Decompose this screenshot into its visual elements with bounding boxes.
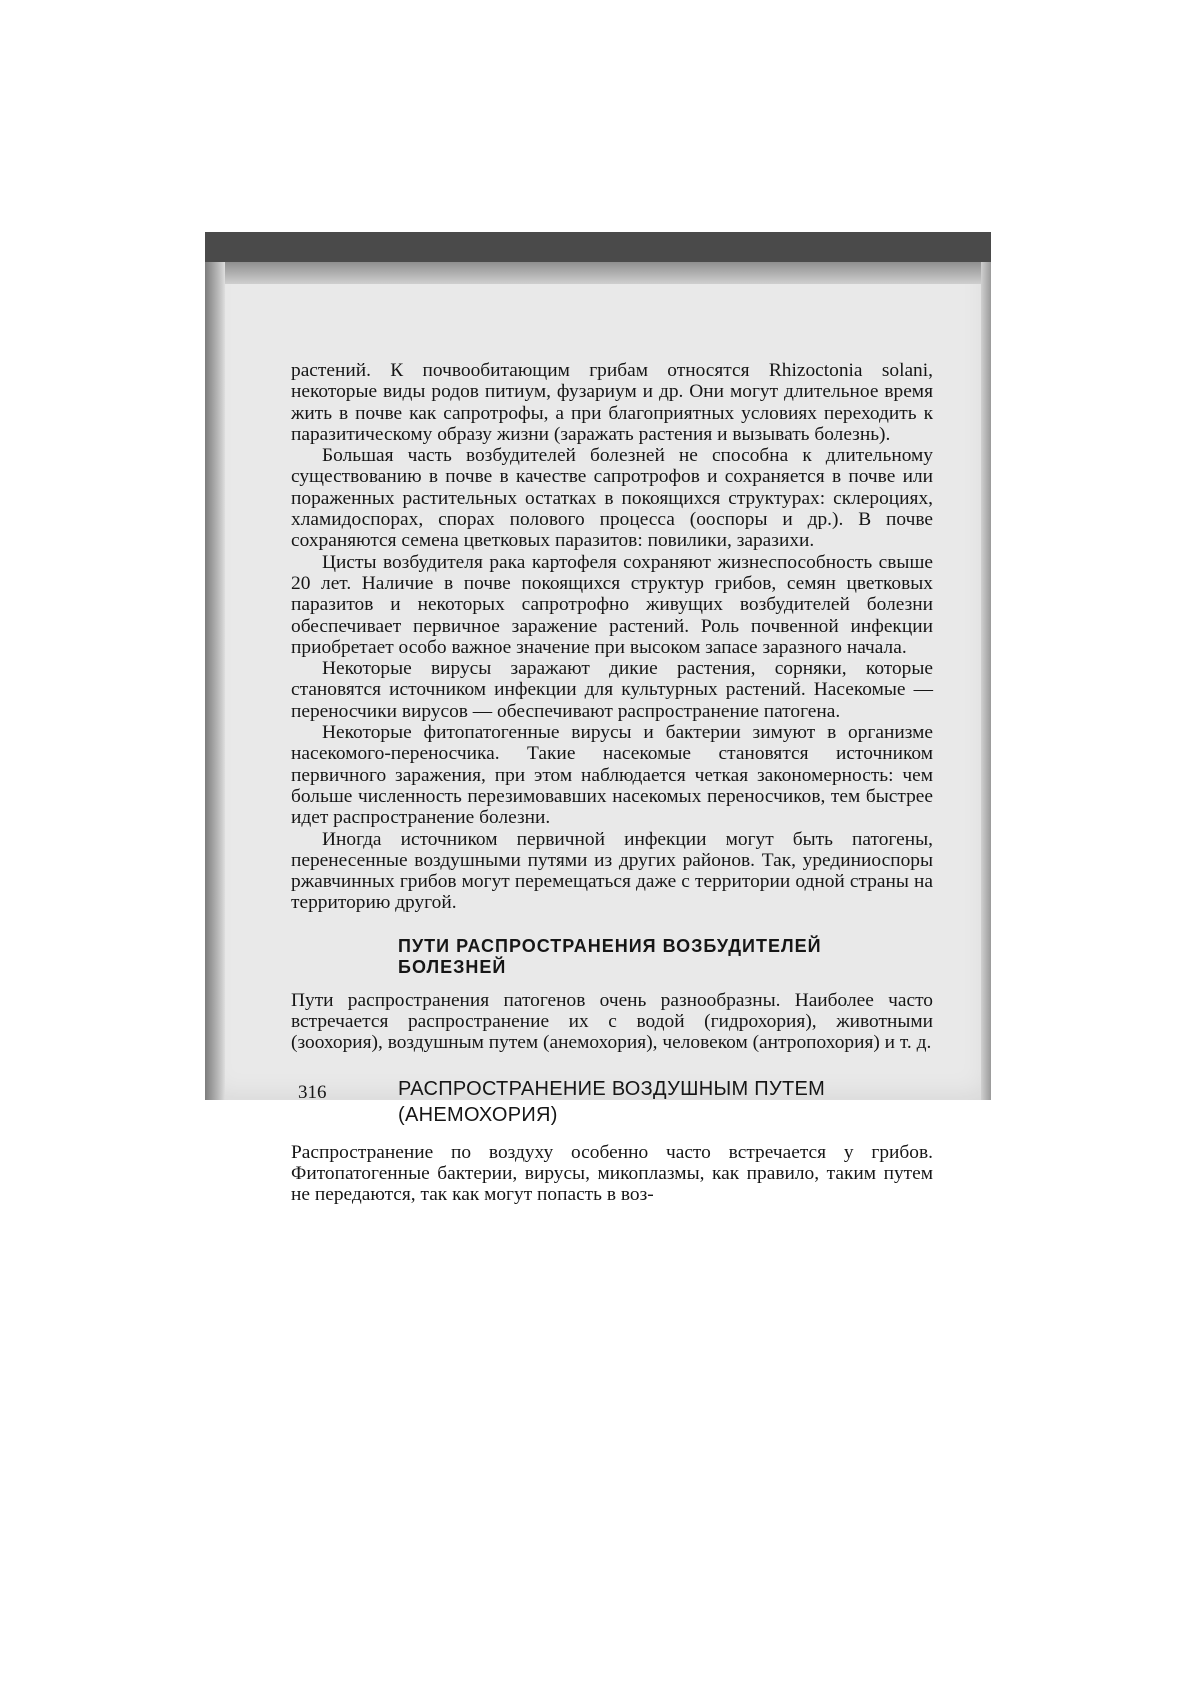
page-number: 316 [298, 1082, 327, 1103]
subsection-heading-airborne [398, 1076, 933, 1128]
paragraph-soil-fungi: растений. К почвообитающим грибам относятся Rhizoctonia solani, некоторые виды родов питиум, фузариум и др. Они могут длительное время жить в почве как сапротрофы, а при благоприятных условиях переходить к паразитическому образу жизни (заражать растения и вызывать болезнь). [291, 360, 933, 445]
paragraph-weeds-viruses: Некоторые вирусы заражают дикие растения, сорняки, которые становятся источником инфекции для культурных растений. Насекомые — переносчики вирусов — обеспечивают распространение патогена. [291, 658, 933, 722]
scan-left-shadow [205, 262, 225, 1100]
paragraph-potato-cancer-cysts: Цисты возбудителя рака картофеля сохраняют жизнеспособность свыше 20 лет. Наличие в почве покоящихся структур грибов, семян цветковых паразитов и некоторых сапротрофно живущих возбудителей болезни обеспечивает первичное заражение растений. Роль почвенной инфекции приобретает особо важное значение при высоком запасе заразного начала. [291, 551, 933, 658]
paragraph-spread-paths: Пути распространения патогенов очень разнообразны. Наиболее часто встречается распространение их с водой (гидрохория), животными (зоохория), воздушным путем (анемохория), человеком (антропохория) и т. д. [291, 989, 933, 1054]
paragraph-soil-survival: Большая часть возбудителей болезней не способна к длительному существованию в почве в качестве сапротрофов и сохраняется в почве или пораженных растительных остатках в покоящихся структурах: склероциях, хламидоспорах, спорах полового процесса (ооспоры и др.). В почве сохраняются семена цветковых паразитов: повилики, заразихи. [291, 445, 933, 552]
section-heading-line: ПУТИ РАСПРОСТРАНЕНИЯ ВОЗБУДИТЕЛЕЙ [398, 935, 822, 956]
subsection-heading-line: РАСПРОСТРАНЕНИЕ ВОЗДУШНЫМ ПУТЕМ [398, 1077, 826, 1100]
paragraph-insect-vectors: Некоторые фитопатогенные вирусы и бактерии зимуют в организме насекомого-переносчика. Такие насекомые становятся источником первичного заражения, при этом наблюдается четкая закономерность: чем больше численность перезимовавших насекомых переносчиков, тем быстрее идет распространение болезни. [291, 722, 933, 829]
scan-right-shadow [981, 262, 991, 1100]
paragraph-airborne-sources: Иногда источником первичной инфекции могут быть патогены, перенесенные воздушными путями из других районов. Так, урединиоспоры ржавчинных грибов могут перемещаться даже с территории одной страны на территорию другой. [291, 828, 933, 914]
scan-top-shadow [205, 262, 991, 284]
section-heading-line: БОЛЕЗНЕЙ [398, 956, 507, 977]
page-text-column [291, 360, 933, 1206]
paragraph-airborne-spread: Распространение по воздуху особенно часто встречается у грибов. Фитопатогенные бактерии, вирусы, микоплазмы, как правило, таким путем не передаются, так как могут попасть в воз- [291, 1141, 933, 1206]
subsection-heading-line: (АНЕМОХОРИЯ) [398, 1103, 558, 1126]
section-heading-spread-paths [398, 936, 933, 978]
scan-dark-top-edge [205, 232, 991, 262]
